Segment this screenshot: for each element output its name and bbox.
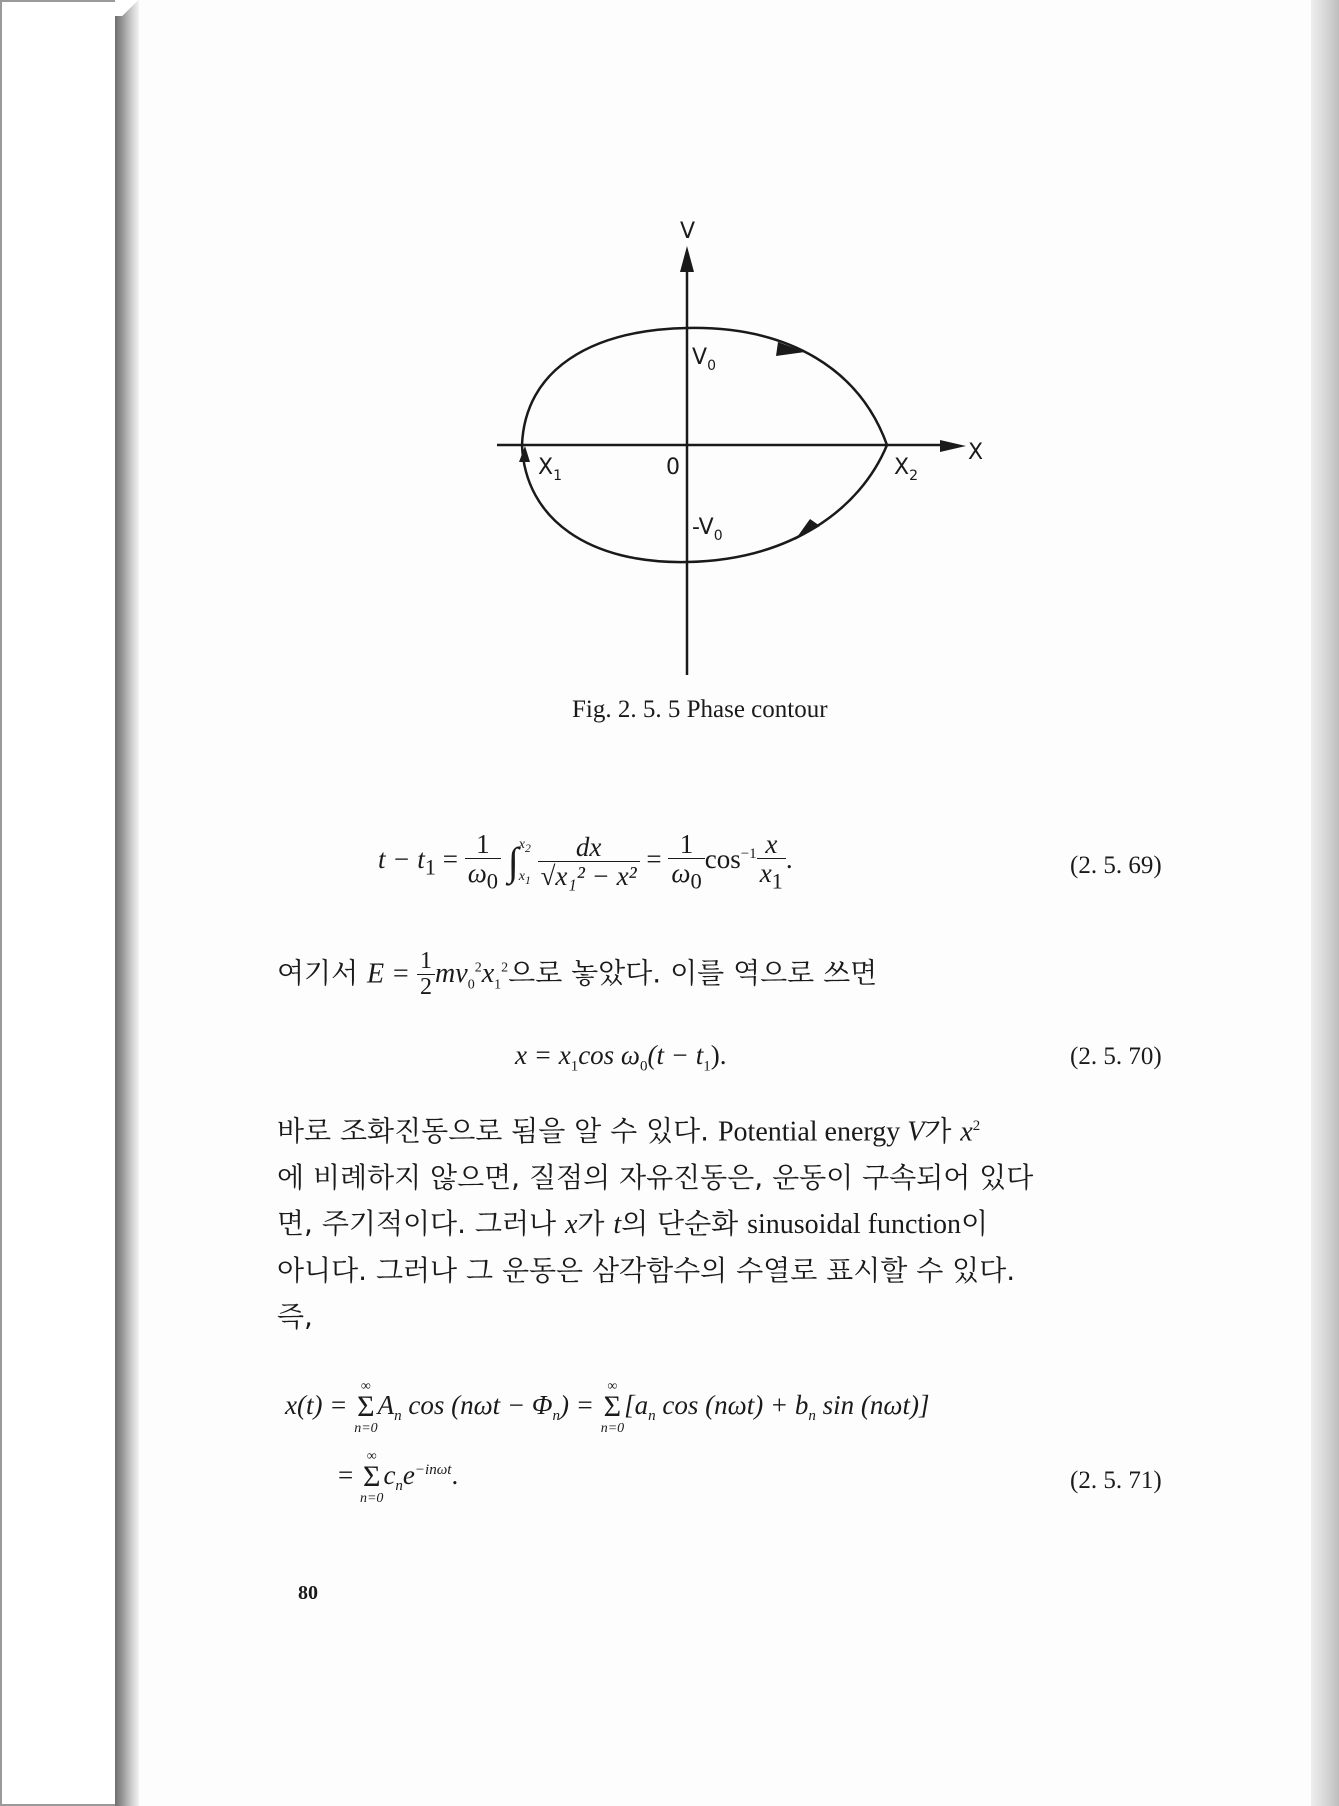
paragraph-2-line-5: 즉, [277,1300,313,1334]
equation-number-70: (2. 5. 70) [1070,1043,1162,1070]
paragraph-2-line-1: 바로 조화진동으로 됨을 알 수 있다. Potential energy V가 $x^2$ [277,1114,981,1148]
x1-label: $X_1$ [538,455,562,484]
curve-arrow-left [519,446,530,462]
v-axis-arrow [680,246,694,272]
equation-2-5-71-line-2: = ∞ Σ $n=0c_ne^{-in\omega t}$. [338,1449,459,1506]
figure-caption: Fig. 2. 5. 5 Phase contour [572,696,828,723]
page-number: 80 [298,1582,318,1604]
x-axis-label: X [968,440,984,465]
y-axis-label: V [680,219,696,244]
x-axis-arrow [940,440,966,452]
v0-label: $V_0$ [692,345,716,374]
paragraph-2-line-2: 에 비례하지 않으면, 질점의 자유진동은, 운동이 구속되어 있다 [277,1161,1034,1195]
equation-2-5-69: $t - t_1$ = $\frac{1}{\omega_0}$ ∫ $x_2$ $x_1$ $\frac{dx}{\text{√x₁² − x²}}$ = $\frac{1}{\omega_0}$ $\cos^{-1}$ $\frac{x}{x_1}$ . [378,829,793,894]
paragraph-2 [277,1103,1182,1340]
equation-number-71: (2. 5. 71) [1070,1467,1162,1494]
curve-arrow-bottom [795,519,820,540]
paragraph-2-line-3: 면, 주기적이다. 그러나 x가 t의 단순화 sinusoidal function이 [277,1207,989,1241]
x2-label: $X_2$ [894,455,918,484]
neg-v0-label: $-V_0$ [692,515,723,544]
equation-2-5-71-line-1: x(t) = ∞ Σ $n=0A_n$ $\cos (n\omega t - \Phi_n)$ = ∞ Σ $n=0[a_n$ $\cos (n\omega t) + b_n$ sin (nωt)] [285,1379,930,1436]
paragraph-1: 여기서 E = $\frac{1}{2}$ $mv_0^2x_1^2$으로 놓았다. 이를 역으로 쓰면 [277,947,878,1000]
origin-label: 0 [666,455,680,480]
equation-2-5-70: $x = x_1\cos$ $\omega_0(t - t_1)$. [515,1040,727,1075]
paragraph-2-line-4: 아니다. 그러나 그 운동은 삼각함수의 수열로 표시할 수 있다. [277,1254,1016,1288]
equation-number-69: (2. 5. 69) [1070,852,1162,879]
phase-contour-figure [0,0,1339,700]
